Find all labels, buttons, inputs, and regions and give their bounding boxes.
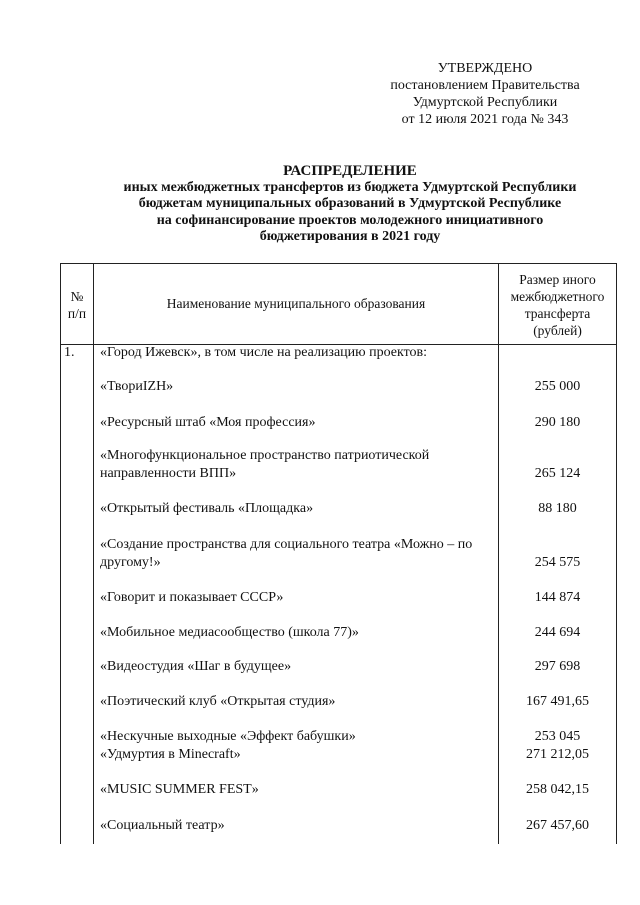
row-amount: 244 694 <box>534 625 581 640</box>
row-amount: 144 874 <box>534 590 581 605</box>
document-subtitle-line: иных межбюджетных трансфертов из бюджета Удмуртской Республики <box>123 179 577 195</box>
document-subtitle-line: на софинансирование проектов молодежного инициативного <box>156 212 544 228</box>
approval-date: от 12 июля 2021 года № 343 <box>401 112 569 127</box>
row-name: «Нескучные выходные «Эффект бабушки» <box>100 729 356 744</box>
row-amount: 267 457,60 <box>526 818 589 833</box>
row-amount: 265 124 <box>534 466 581 481</box>
document-heading <box>60 163 640 246</box>
row-name: «MUSIC SUMMER FEST» <box>100 782 259 797</box>
approval-line: постановлением Правительства <box>390 78 580 93</box>
row-name: «Мобильное медиасообщество (школа 77)» <box>100 625 359 640</box>
column-divider <box>93 264 94 844</box>
header-number: № п/п <box>67 289 87 321</box>
row-name: «Поэтический клуб «Открытая студия» <box>100 694 336 709</box>
row-amount: 88 180 <box>538 501 577 516</box>
approval-block <box>380 60 590 128</box>
approval-title: УТВЕРЖДЕНО <box>437 61 533 76</box>
row-amount: 258 042,15 <box>526 782 589 797</box>
row-name: «Видеостудия «Шаг в будущее» <box>100 659 292 674</box>
document-title: РАСПРЕДЕЛЕНИЕ <box>283 163 417 179</box>
row-amount: 254 575 <box>534 555 581 570</box>
row-name: «ТвориIZH» <box>100 379 174 394</box>
header-amount: Размер иного межбюджетного трансферта (рублей) <box>510 272 605 338</box>
row-amount: 253 045 <box>534 729 581 744</box>
row-name: «Создание пространства для социального театра «Можно – по другому!» <box>100 537 473 570</box>
row-name: «Открытый фестиваль «Площадка» <box>100 501 314 516</box>
row-name: «Ресурсный штаб «Моя профессия» <box>100 415 316 430</box>
row-amount: 297 698 <box>534 659 581 674</box>
approval-line: Удмуртской Республики <box>412 95 558 110</box>
row-amount: 271 212,05 <box>526 747 589 762</box>
row-amount: 167 491,65 <box>526 694 589 709</box>
distribution-table <box>60 263 617 844</box>
row-amount: 255 000 <box>534 379 581 394</box>
document-subtitle-line: бюджетам муниципальных образований в Удмуртской Республике <box>138 196 562 211</box>
row-name: «Говорит и показывает СССР» <box>100 590 284 605</box>
row-name: «Удмуртия в Minecraft» <box>100 747 241 762</box>
header-name: Наименование муниципального образования <box>166 296 426 311</box>
row-name: «Город Ижевск», в том числе на реализацию проектов: <box>100 345 428 360</box>
row-name: «Социальный театр» <box>100 818 225 833</box>
row-number: 1. <box>64 345 75 360</box>
row-amount: 290 180 <box>534 415 581 430</box>
row-name: «Многофункциональное пространство патриотической направленности ВПП» <box>100 448 430 481</box>
document-subtitle-line: бюджетирования в 2021 году <box>259 229 441 244</box>
